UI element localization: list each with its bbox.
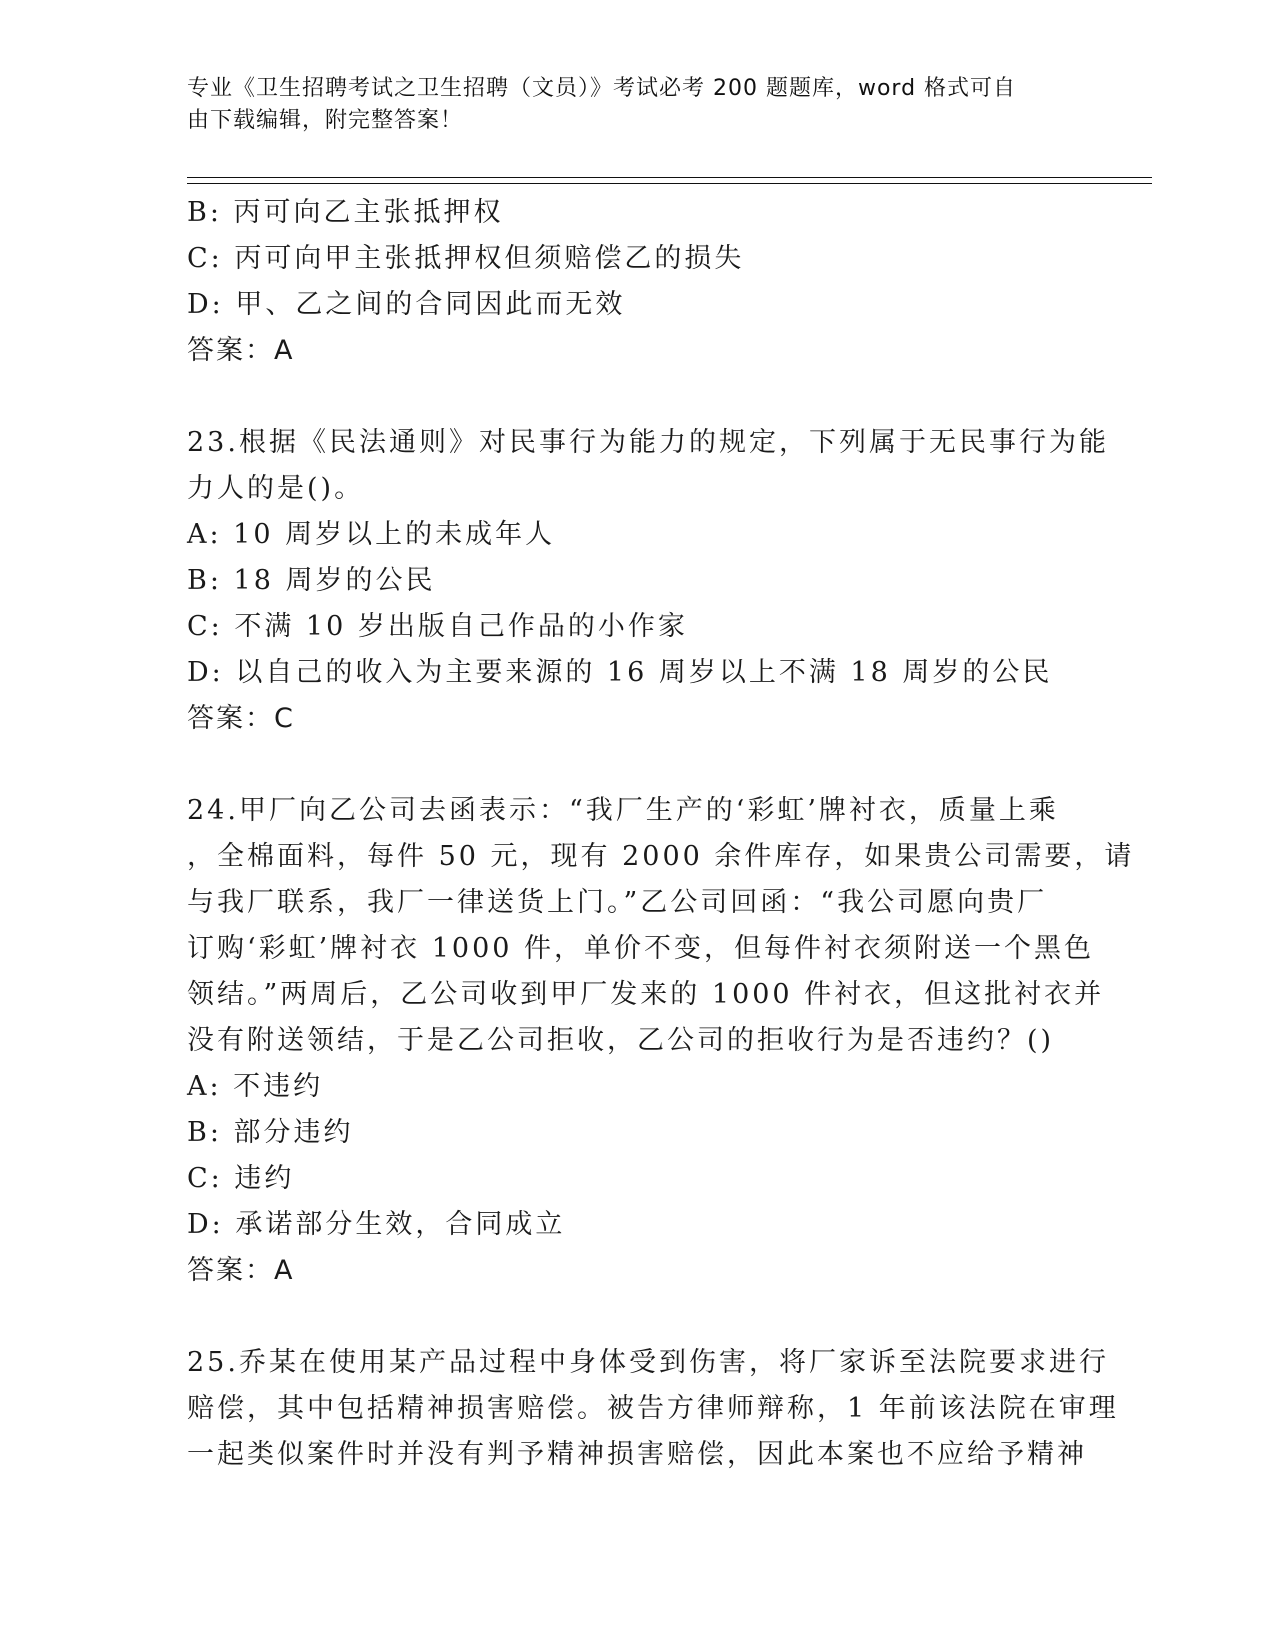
q24-answer: 答案：A [187, 1255, 295, 1286]
question-24 [187, 788, 1135, 1294]
q23-option-b: B: 18 周岁的公民 [187, 565, 436, 596]
q23-answer: 答案：C [187, 703, 295, 734]
header-divider-top [187, 177, 1152, 178]
q23-option-d: D: 以自己的收入为主要来源的 16 周岁以上不满 18 周岁的公民 [187, 657, 1053, 688]
q23-option-a: A: 10 周岁以上的未成年人 [187, 519, 556, 550]
q25-stem-line-2: 赔偿，其中包括精神损害赔偿。被告方律师辩称，1 年前该法院在审理 [187, 1393, 1119, 1424]
spacer [187, 742, 1087, 788]
header-line-1: 专业《卫生招聘考试之卫生招聘（文员）》考试必考 200 题题库，word 格式可自 [187, 76, 1017, 101]
q24-option-a: A: 不违约 [187, 1071, 324, 1102]
q24-stem-line-6: 没有附送领结，于是乙公司拒收，乙公司的拒收行为是否违约？() [187, 1025, 1055, 1056]
question-22 [187, 190, 1087, 374]
q22-option-b: B: 丙可向乙主张抵押权 [187, 197, 504, 228]
q25-stem-line-3: 一起类似案件时并没有判予精神损害赔偿，因此本案也不应给予精神 [187, 1439, 1087, 1470]
header-divider-bottom [187, 183, 1152, 184]
q23-stem-line-2: 力人的是()。 [187, 473, 365, 504]
q22-option-c: C: 丙可向甲主张抵押权但须赔偿乙的损失 [187, 243, 745, 274]
header-line-2: 由下载编辑，附完整答案！ [187, 108, 464, 133]
q24-stem-line-2: ，全棉面料，每件 50 元，现有 2000 余件库存，如果贵公司需要，请 [187, 841, 1135, 872]
q22-answer: 答案：A [187, 335, 295, 366]
q24-option-c: C: 违约 [187, 1163, 295, 1194]
q24-stem-line-5: 领结。”两周后，乙公司收到甲厂发来的 1000 件衬衣，但这批衬衣并 [187, 979, 1105, 1010]
question-25 [187, 1340, 1119, 1478]
spacer [187, 1294, 1087, 1340]
q24-stem-line-4: 订购‘彩虹’牌衬衣 1000 件，单价不变，但每件衬衣须附送一个黑色 [187, 933, 1095, 964]
q24-option-b: B: 部分违约 [187, 1117, 354, 1148]
q23-stem-line-1: 23.根据《民法通则》对民事行为能力的规定，下列属于无民事行为能 [187, 427, 1109, 458]
document-header [187, 73, 1067, 137]
q24-stem-line-3: 与我厂联系，我厂一律送货上门。”乙公司回函：“我公司愿向贵厂 [187, 887, 1048, 918]
q22-option-d: D: 甲、乙之间的合同因此而无效 [187, 289, 626, 320]
q24-option-d: D: 承诺部分生效，合同成立 [187, 1209, 566, 1240]
q23-option-c: C: 不满 10 岁出版自己作品的小作家 [187, 611, 688, 642]
question-23 [187, 420, 1109, 742]
question-body [187, 190, 1135, 1478]
spacer [187, 374, 1087, 420]
q24-stem-line-1: 24.甲厂向乙公司去函表示：“我厂生产的‘彩虹’牌衬衣，质量上乘 [187, 795, 1059, 826]
q25-stem-line-1: 25.乔某在使用某产品过程中身体受到伤害，将厂家诉至法院要求进行 [187, 1347, 1109, 1378]
